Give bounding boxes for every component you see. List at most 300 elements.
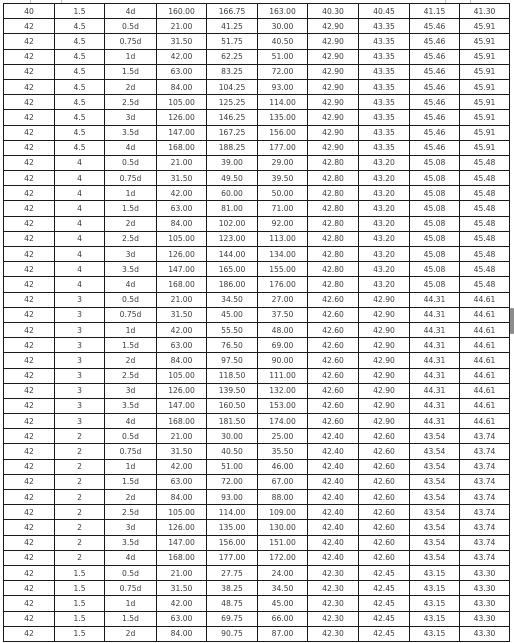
table-cell-col-9: 45.46 [410, 64, 460, 79]
table-cell-col-9: 43.15 [410, 581, 460, 596]
table-cell-col-10: 45.91 [460, 34, 510, 49]
table-cell-col-3: 1.5d [105, 201, 157, 216]
table-cell-col-5: 69.75 [207, 611, 258, 626]
table-cell-col-6: 35.50 [258, 444, 308, 459]
table-cell-col-4: 168.00 [157, 414, 207, 429]
table-cell-col-1: 42 [4, 216, 55, 231]
table-cell-col-2: 4.5 [55, 64, 105, 79]
table-cell-col-5: 166.75 [207, 4, 258, 19]
table-cell-col-9: 44.31 [410, 338, 460, 353]
table-row [4, 4, 510, 19]
table-cell-col-4: 42.00 [157, 49, 207, 64]
table-cell-col-9: 45.46 [410, 19, 460, 34]
table-cell-col-9: 44.31 [410, 368, 460, 383]
table-cell-col-6: 109.00 [258, 505, 308, 520]
table-cell-col-3: 3d [105, 383, 157, 398]
table-cell-col-7: 42.40 [308, 520, 359, 535]
table-cell-col-10: 43.30 [460, 626, 510, 641]
table-cell-col-10: 43.74 [460, 535, 510, 550]
table-cell-col-7: 42.40 [308, 550, 359, 565]
table-cell-col-7: 42.80 [308, 231, 359, 246]
table-cell-col-10: 43.74 [460, 550, 510, 565]
table-cell-col-8: 42.45 [359, 626, 410, 641]
table-cell-col-6: 37.50 [258, 307, 308, 322]
table-row [4, 535, 510, 550]
table-cell-col-10: 43.30 [460, 596, 510, 611]
table-cell-col-4: 126.00 [157, 520, 207, 535]
table-cell-col-9: 45.08 [410, 216, 460, 231]
table-cell-col-6: 177.00 [258, 140, 308, 155]
table-cell-col-3: 3d [105, 247, 157, 262]
table-cell-col-5: 118.50 [207, 368, 258, 383]
table-cell-col-5: 93.00 [207, 490, 258, 505]
table-row [4, 505, 510, 520]
table-cell-col-3: 0.75d [105, 307, 157, 322]
table-cell-col-8: 42.60 [359, 444, 410, 459]
table-cell-col-6: 114.00 [258, 95, 308, 110]
table-cell-col-9: 45.08 [410, 262, 460, 277]
table-cell-col-2: 4 [55, 216, 105, 231]
data-table [3, 3, 510, 642]
table-cell-col-10: 44.61 [460, 383, 510, 398]
table-cell-col-3: 4d [105, 550, 157, 565]
table-cell-col-1: 42 [4, 34, 55, 49]
table-cell-col-3: 1d [105, 459, 157, 474]
table-cell-col-1: 42 [4, 581, 55, 596]
table-cell-col-7: 42.40 [308, 490, 359, 505]
table-row [4, 79, 510, 94]
table-cell-col-3: 2d [105, 626, 157, 641]
table-row [4, 186, 510, 201]
table-cell-col-1: 42 [4, 398, 55, 413]
table-cell-col-9: 43.15 [410, 565, 460, 580]
table-cell-col-8: 42.90 [359, 368, 410, 383]
table-cell-col-3: 2d [105, 79, 157, 94]
table-cell-col-8: 43.35 [359, 19, 410, 34]
table-cell-col-9: 43.15 [410, 611, 460, 626]
table-cell-col-4: 168.00 [157, 140, 207, 155]
table-cell-col-6: 27.00 [258, 292, 308, 307]
table-cell-col-6: 132.00 [258, 383, 308, 398]
table-cell-col-4: 105.00 [157, 368, 207, 383]
table-cell-col-10: 44.61 [460, 307, 510, 322]
table-cell-col-5: 135.00 [207, 520, 258, 535]
table-cell-col-7: 42.60 [308, 322, 359, 337]
table-cell-col-1: 42 [4, 247, 55, 262]
table-cell-col-6: 50.00 [258, 186, 308, 201]
table-cell-col-4: 63.00 [157, 338, 207, 353]
table-cell-col-10: 43.74 [460, 459, 510, 474]
table-cell-col-8: 40.45 [359, 4, 410, 19]
table-row [4, 353, 510, 368]
table-row [4, 520, 510, 535]
table-cell-col-7: 42.90 [308, 34, 359, 49]
table-cell-col-9: 43.54 [410, 474, 460, 489]
table-cell-col-10: 44.61 [460, 292, 510, 307]
table-cell-col-9: 41.15 [410, 4, 460, 19]
table-cell-col-2: 2 [55, 459, 105, 474]
table-cell-col-5: 104.25 [207, 79, 258, 94]
table-cell-col-9: 43.54 [410, 459, 460, 474]
table-cell-col-5: 146.25 [207, 110, 258, 125]
table-cell-col-2: 3 [55, 368, 105, 383]
table-cell-col-9: 45.08 [410, 277, 460, 292]
table-cell-col-4: 31.50 [157, 307, 207, 322]
table-cell-col-10: 45.48 [460, 231, 510, 246]
table-row [4, 155, 510, 170]
table-row [4, 125, 510, 140]
table-cell-col-5: 51.75 [207, 34, 258, 49]
table-body [4, 4, 510, 642]
table-cell-col-8: 42.90 [359, 307, 410, 322]
table-cell-col-6: 29.00 [258, 155, 308, 170]
table-cell-col-7: 40.30 [308, 4, 359, 19]
table-cell-col-3: 3d [105, 110, 157, 125]
table-row [4, 444, 510, 459]
table-cell-col-3: 4d [105, 414, 157, 429]
table-cell-col-1: 42 [4, 186, 55, 201]
table-cell-col-3: 0.75d [105, 171, 157, 186]
table-cell-col-7: 42.60 [308, 338, 359, 353]
table-cell-col-8: 43.35 [359, 34, 410, 49]
table-cell-col-3: 1d [105, 322, 157, 337]
table-cell-col-4: 31.50 [157, 581, 207, 596]
table-cell-col-2: 1.5 [55, 581, 105, 596]
table-cell-col-7: 42.60 [308, 414, 359, 429]
table-cell-col-4: 105.00 [157, 231, 207, 246]
table-cell-col-6: 134.00 [258, 247, 308, 262]
table-cell-col-8: 43.35 [359, 110, 410, 125]
table-cell-col-2: 3 [55, 292, 105, 307]
table-cell-col-8: 42.45 [359, 596, 410, 611]
table-cell-col-7: 42.30 [308, 611, 359, 626]
table-row [4, 338, 510, 353]
table-cell-col-7: 42.90 [308, 49, 359, 64]
table-cell-col-1: 42 [4, 565, 55, 580]
table-cell-col-10: 45.91 [460, 110, 510, 125]
table-cell-col-9: 45.46 [410, 49, 460, 64]
table-cell-col-9: 45.08 [410, 231, 460, 246]
table-cell-col-1: 42 [4, 19, 55, 34]
table-cell-col-9: 44.31 [410, 353, 460, 368]
table-cell-col-5: 144.00 [207, 247, 258, 262]
table-cell-col-3: 0.5d [105, 292, 157, 307]
table-cell-col-2: 4 [55, 201, 105, 216]
table-cell-col-7: 42.60 [308, 307, 359, 322]
table-cell-col-7: 42.90 [308, 140, 359, 155]
table-cell-col-4: 21.00 [157, 565, 207, 580]
table-cell-col-7: 42.80 [308, 155, 359, 170]
table-cell-col-9: 43.54 [410, 490, 460, 505]
table-cell-col-4: 84.00 [157, 490, 207, 505]
table-cell-col-3: 0.5d [105, 565, 157, 580]
table-cell-col-3: 1.5d [105, 611, 157, 626]
table-cell-col-1: 42 [4, 292, 55, 307]
table-cell-col-2: 4 [55, 231, 105, 246]
table-cell-col-4: 63.00 [157, 611, 207, 626]
table-row [4, 596, 510, 611]
table-cell-col-6: 111.00 [258, 368, 308, 383]
table-cell-col-4: 21.00 [157, 429, 207, 444]
table-row [4, 490, 510, 505]
table-cell-col-2: 3 [55, 353, 105, 368]
table-cell-col-3: 2d [105, 353, 157, 368]
table-cell-col-5: 41.25 [207, 19, 258, 34]
table-cell-col-3: 3.5d [105, 398, 157, 413]
table-cell-col-9: 44.31 [410, 322, 460, 337]
table-cell-col-9: 43.54 [410, 505, 460, 520]
table-row [4, 383, 510, 398]
table-cell-col-3: 2d [105, 216, 157, 231]
table-cell-col-6: 34.50 [258, 581, 308, 596]
table-cell-col-5: 139.50 [207, 383, 258, 398]
table-cell-col-5: 177.00 [207, 550, 258, 565]
table-cell-col-2: 4.5 [55, 110, 105, 125]
table-cell-col-4: 84.00 [157, 79, 207, 94]
table-cell-col-8: 42.45 [359, 565, 410, 580]
table-cell-col-2: 2 [55, 429, 105, 444]
table-cell-col-9: 44.31 [410, 414, 460, 429]
table-cell-col-9: 45.46 [410, 34, 460, 49]
table-cell-col-10: 45.91 [460, 79, 510, 94]
table-cell-col-9: 45.46 [410, 140, 460, 155]
table-row [4, 201, 510, 216]
table-cell-col-7: 42.80 [308, 216, 359, 231]
table-cell-col-2: 4 [55, 277, 105, 292]
table-cell-col-9: 45.08 [410, 171, 460, 186]
table-cell-col-6: 66.00 [258, 611, 308, 626]
table-cell-col-4: 168.00 [157, 277, 207, 292]
table-cell-col-9: 45.08 [410, 155, 460, 170]
table-cell-col-2: 3 [55, 338, 105, 353]
table-cell-col-4: 105.00 [157, 505, 207, 520]
table-cell-col-1: 42 [4, 444, 55, 459]
table-cell-col-3: 4d [105, 277, 157, 292]
table-cell-col-4: 147.00 [157, 535, 207, 550]
table-row [4, 49, 510, 64]
table-cell-col-7: 42.80 [308, 262, 359, 277]
table-cell-col-2: 1.5 [55, 4, 105, 19]
table-cell-col-6: 90.00 [258, 353, 308, 368]
table-cell-col-8: 43.20 [359, 247, 410, 262]
table-cell-col-10: 45.48 [460, 171, 510, 186]
table-cell-col-4: 84.00 [157, 216, 207, 231]
table-cell-col-7: 42.30 [308, 626, 359, 641]
table-cell-col-6: 130.00 [258, 520, 308, 535]
table-row [4, 429, 510, 444]
table-cell-col-4: 84.00 [157, 353, 207, 368]
table-cell-col-7: 42.60 [308, 368, 359, 383]
table-cell-col-9: 45.46 [410, 110, 460, 125]
table-cell-col-4: 21.00 [157, 155, 207, 170]
table-cell-col-8: 42.60 [359, 429, 410, 444]
table-cell-col-4: 126.00 [157, 383, 207, 398]
table-cell-col-9: 45.46 [410, 125, 460, 140]
table-cell-col-4: 31.50 [157, 34, 207, 49]
table-cell-col-5: 186.00 [207, 277, 258, 292]
table-cell-col-4: 105.00 [157, 95, 207, 110]
table-cell-col-10: 45.91 [460, 19, 510, 34]
table-cell-col-5: 76.50 [207, 338, 258, 353]
table-cell-col-4: 42.00 [157, 186, 207, 201]
table-cell-col-1: 42 [4, 490, 55, 505]
table-cell-col-1: 42 [4, 611, 55, 626]
table-cell-col-1: 42 [4, 626, 55, 641]
table-cell-col-5: 27.75 [207, 565, 258, 580]
scrollbar-thumb[interactable] [510, 308, 514, 334]
table-cell-col-3: 2.5d [105, 95, 157, 110]
table-cell-col-2: 3 [55, 307, 105, 322]
table-cell-col-4: 63.00 [157, 474, 207, 489]
table-cell-col-10: 43.74 [460, 444, 510, 459]
table-row [4, 322, 510, 337]
table-cell-col-5: 83.25 [207, 64, 258, 79]
table-cell-col-7: 42.80 [308, 186, 359, 201]
table-cell-col-10: 45.48 [460, 277, 510, 292]
table-cell-col-9: 45.08 [410, 186, 460, 201]
table-cell-col-8: 42.60 [359, 459, 410, 474]
table-cell-col-10: 45.48 [460, 155, 510, 170]
table-cell-col-8: 42.90 [359, 353, 410, 368]
table-cell-col-7: 42.80 [308, 201, 359, 216]
table-cell-col-1: 42 [4, 596, 55, 611]
table-cell-col-5: 49.50 [207, 171, 258, 186]
table-cell-col-6: 46.00 [258, 459, 308, 474]
table-cell-col-5: 90.75 [207, 626, 258, 641]
table-cell-col-9: 44.31 [410, 398, 460, 413]
table-cell-col-3: 0.5d [105, 155, 157, 170]
table-cell-col-7: 42.30 [308, 581, 359, 596]
table-cell-col-4: 126.00 [157, 110, 207, 125]
table-cell-col-7: 42.60 [308, 353, 359, 368]
table-row [4, 231, 510, 246]
table-cell-col-2: 3 [55, 383, 105, 398]
table-cell-col-9: 43.15 [410, 626, 460, 641]
table-cell-col-5: 51.00 [207, 459, 258, 474]
table-cell-col-7: 42.30 [308, 565, 359, 580]
table-row [4, 95, 510, 110]
table-cell-col-3: 0.5d [105, 19, 157, 34]
table-row [4, 140, 510, 155]
table-cell-col-8: 42.90 [359, 322, 410, 337]
table-cell-col-4: 31.50 [157, 171, 207, 186]
table-cell-col-10: 43.74 [460, 505, 510, 520]
table-row [4, 34, 510, 49]
table-cell-col-7: 42.40 [308, 474, 359, 489]
table-cell-col-9: 44.31 [410, 292, 460, 307]
table-cell-col-6: 155.00 [258, 262, 308, 277]
table-cell-col-2: 2 [55, 490, 105, 505]
table-cell-col-2: 4.5 [55, 79, 105, 94]
table-cell-col-3: 1d [105, 596, 157, 611]
table-cell-col-5: 102.00 [207, 216, 258, 231]
table-cell-col-2: 3 [55, 398, 105, 413]
table-cell-col-10: 44.61 [460, 368, 510, 383]
table-cell-col-8: 43.20 [359, 201, 410, 216]
table-cell-col-10: 45.48 [460, 186, 510, 201]
table-row [4, 414, 510, 429]
table-cell-col-7: 42.30 [308, 596, 359, 611]
table-cell-col-6: 30.00 [258, 19, 308, 34]
table-cell-col-3: 0.75d [105, 444, 157, 459]
table-cell-col-6: 48.00 [258, 322, 308, 337]
table-cell-col-1: 42 [4, 535, 55, 550]
table-cell-col-7: 42.60 [308, 383, 359, 398]
table-cell-col-7: 42.80 [308, 171, 359, 186]
table-cell-col-2: 3 [55, 322, 105, 337]
table-row [4, 611, 510, 626]
table-cell-col-5: 60.00 [207, 186, 258, 201]
table-cell-col-3: 3d [105, 520, 157, 535]
table-cell-col-2: 1.5 [55, 596, 105, 611]
table-cell-col-6: 72.00 [258, 64, 308, 79]
table-cell-col-2: 4.5 [55, 19, 105, 34]
table-cell-col-8: 42.60 [359, 505, 410, 520]
table-cell-col-4: 21.00 [157, 292, 207, 307]
document-table-region [0, 3, 514, 642]
table-cell-col-10: 43.30 [460, 565, 510, 580]
table-cell-col-3: 2.5d [105, 231, 157, 246]
table-cell-col-8: 42.60 [359, 535, 410, 550]
table-cell-col-4: 42.00 [157, 596, 207, 611]
table-cell-col-1: 40 [4, 4, 55, 19]
table-cell-col-8: 42.60 [359, 474, 410, 489]
table-cell-col-9: 45.46 [410, 95, 460, 110]
table-cell-col-3: 3.5d [105, 125, 157, 140]
table-cell-col-2: 2 [55, 505, 105, 520]
table-cell-col-5: 188.25 [207, 140, 258, 155]
table-cell-col-10: 45.48 [460, 247, 510, 262]
table-cell-col-6: 156.00 [258, 125, 308, 140]
table-cell-col-2: 4 [55, 171, 105, 186]
table-cell-col-8: 42.60 [359, 490, 410, 505]
table-cell-col-8: 42.90 [359, 383, 410, 398]
table-cell-col-6: 93.00 [258, 79, 308, 94]
table-cell-col-6: 88.00 [258, 490, 308, 505]
table-cell-col-3: 3.5d [105, 535, 157, 550]
table-cell-col-6: 51.00 [258, 49, 308, 64]
table-cell-col-7: 42.40 [308, 535, 359, 550]
table-cell-col-7: 42.60 [308, 398, 359, 413]
table-cell-col-1: 42 [4, 125, 55, 140]
table-cell-col-1: 42 [4, 79, 55, 94]
table-row [4, 368, 510, 383]
table-cell-col-7: 42.90 [308, 95, 359, 110]
table-cell-col-9: 45.08 [410, 247, 460, 262]
table-cell-col-10: 43.74 [460, 429, 510, 444]
table-cell-col-10: 45.48 [460, 262, 510, 277]
table-cell-col-1: 42 [4, 155, 55, 170]
table-cell-col-6: 92.00 [258, 216, 308, 231]
table-row [4, 19, 510, 34]
table-cell-col-9: 44.31 [410, 383, 460, 398]
table-cell-col-6: 24.00 [258, 565, 308, 580]
table-cell-col-7: 42.90 [308, 125, 359, 140]
table-cell-col-2: 3 [55, 414, 105, 429]
table-cell-col-3: 1d [105, 186, 157, 201]
table-cell-col-2: 4 [55, 262, 105, 277]
table-cell-col-4: 63.00 [157, 64, 207, 79]
table-cell-col-8: 42.90 [359, 398, 410, 413]
table-cell-col-2: 1.5 [55, 626, 105, 641]
table-cell-col-10: 43.74 [460, 490, 510, 505]
table-cell-col-5: 45.00 [207, 307, 258, 322]
table-cell-col-8: 42.45 [359, 581, 410, 596]
table-cell-col-2: 4.5 [55, 140, 105, 155]
table-cell-col-2: 4 [55, 247, 105, 262]
table-row [4, 565, 510, 580]
table-cell-col-4: 160.00 [157, 4, 207, 19]
